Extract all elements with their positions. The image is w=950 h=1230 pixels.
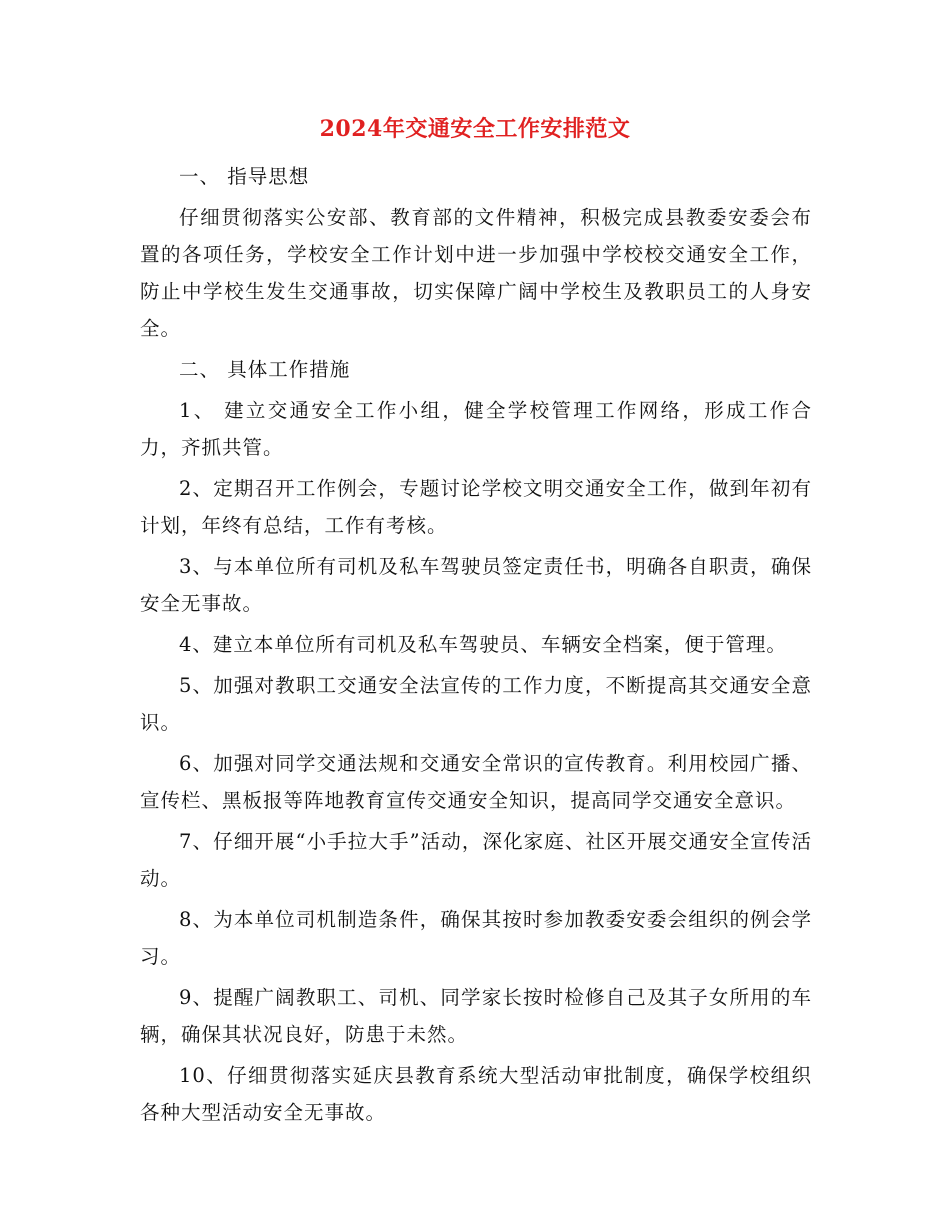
measure-item-3: 3、与本单位所有司机及私车驾驶员签定责任书，明确各自职责，确保安全无事故。 bbox=[140, 555, 812, 615]
measure-item-4: 4、建立本单位所有司机及私车驾驶员、车辆安全档案，便于管理。 bbox=[179, 633, 787, 656]
measure-item-2: 2、定期召开工作例会，专题讨论学校文明交通安全工作，做到年初有计划，年终有总结，工作有考核。 bbox=[140, 477, 812, 537]
section-heading-measures: 二、 具体工作措施 bbox=[179, 358, 351, 381]
measure-item-6: 6、加强对同学交通法规和交通安全常识的宣传教育。利用校园广播、宣传栏、黑板报等阵地教育宣传交通安全知识，提高同学交通安全意识。 bbox=[140, 752, 812, 812]
document-title: 2024年交通安全工作安排范文 bbox=[319, 116, 631, 142]
section-heading-guiding-ideology: 一、 指导思想 bbox=[179, 165, 310, 188]
measure-item-5: 5、加强对教职工交通安全法宣传的工作力度，不断提高其交通安全意识。 bbox=[140, 674, 812, 734]
measure-item-8: 8、为本单位司机制造条件，确保其按时参加教委安委会组织的例会学习。 bbox=[140, 908, 812, 968]
paragraph-guiding-ideology: 仔细贯彻落实公安部、教育部的文件精神，积极完成县教委安委会布置的各项任务，学校安全工作计划中进一步加强中学校校交通安全工作，防止中学校生发生交通事故，切实保障广阔中学校生及教职员工的人身安全。 bbox=[140, 206, 812, 340]
measure-item-10: 10、仔细贯彻落实延庆县教育系统大型活动审批制度，确保学校组织各种大型活动安全无事故。 bbox=[140, 1064, 812, 1124]
measure-item-7: 7、仔细开展“小手拉大手”活动，深化家庭、社区开展交通安全宣传活动。 bbox=[140, 830, 812, 890]
document-body bbox=[140, 158, 812, 1135]
measure-item-9: 9、提醒广阔教职工、司机、同学家长按时检修自己及其子女所用的车辆，确保其状况良好，防患于未然。 bbox=[140, 986, 812, 1046]
measure-item-1: 1、 建立交通安全工作小组，健全学校管理工作网络，形成工作合力，齐抓共管。 bbox=[140, 399, 812, 459]
